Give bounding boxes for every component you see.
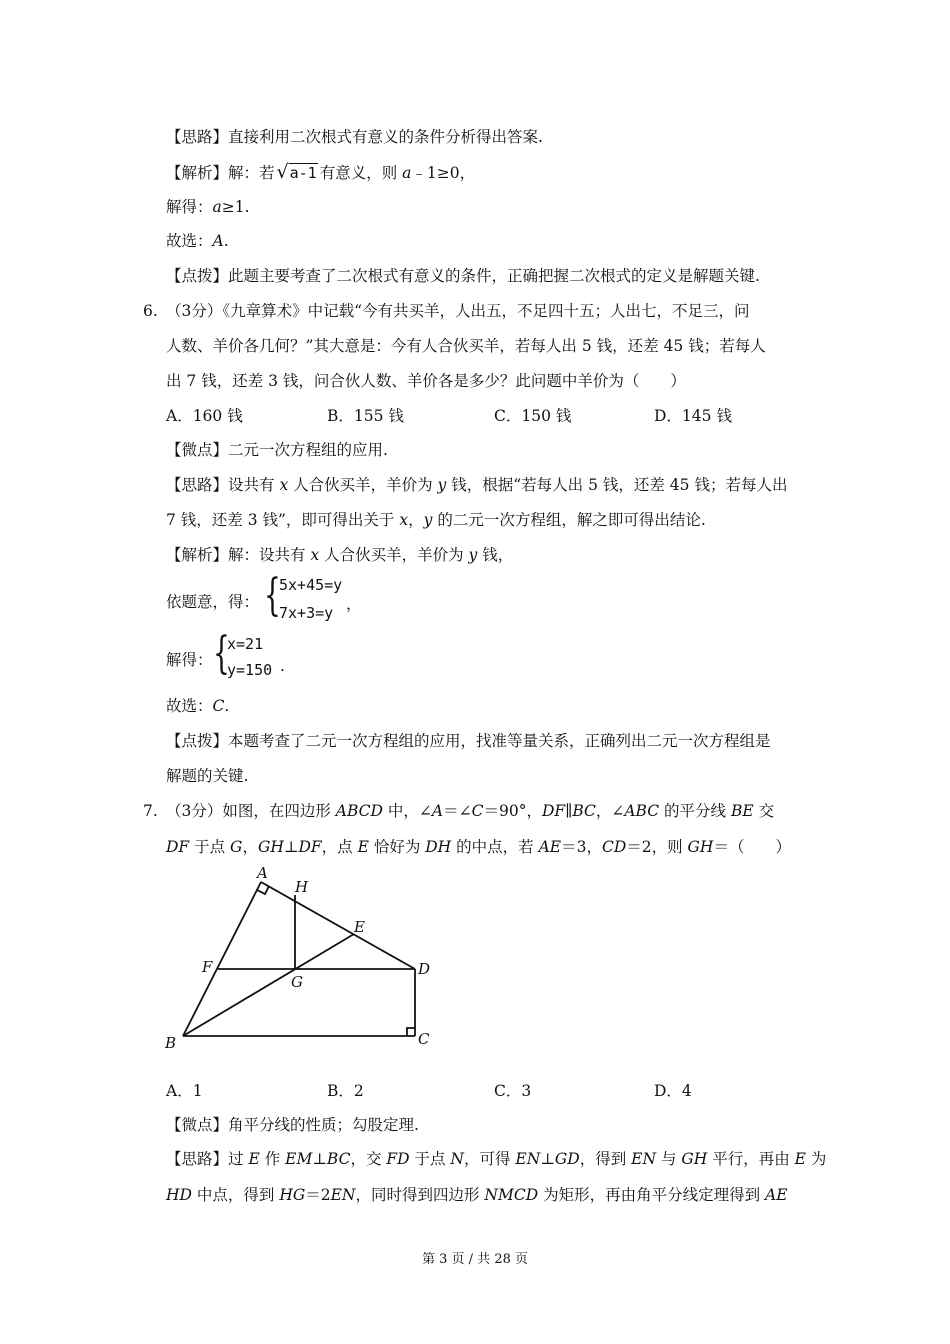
text-span: 的二元一次方程组，解之即可得出结论. [432,511,706,529]
text-span: 【解析】解：设共有 [166,546,311,564]
var-x: x [310,546,320,564]
guxuan-label: 故选： [166,232,213,250]
silu-line [166,475,787,495]
silu-line: 【思路】直接利用二次根式有意义的条件分析得出答案. [166,128,543,146]
option-d: D．145 钱 [654,407,732,425]
label-f: F [202,958,213,976]
text-span: 人合伙买羊，羊价为 [288,476,438,494]
answer-letter: A [212,232,224,250]
text-span: ⊥ [283,838,299,856]
math-span: BE [730,802,754,820]
math-span: ABC [624,802,660,820]
var-y: y [423,511,433,529]
math-span: EM [285,1150,313,1168]
option-d: D．4 [654,1082,692,1100]
answer-letter: C [212,697,225,715]
sqrt-expression [277,162,318,183]
question-number: 6. [143,302,158,320]
text-span: 为矩形，再由角平分线定理得到 [538,1186,766,1204]
math-span: A [431,802,444,820]
text-span: ＝90°， [483,802,542,820]
text-span: ⊥ [540,1150,555,1168]
left-brace: { [213,628,230,679]
math-span: EN [631,1150,657,1168]
math-span: GD [554,1150,580,1168]
math-span: DF [541,802,566,820]
text-span: （3分）如图，在四边形 [166,802,336,820]
guxuan-line [166,231,229,251]
sqrt-symbol: √ [276,161,289,183]
text-span: 恰好为 [368,838,426,856]
silu-line [166,510,706,530]
option-c: C．3 [494,1082,532,1100]
math-span: GH [257,838,284,856]
period: . [280,657,285,675]
text-span: 钱， [477,546,514,564]
equation-2: 7x+3=y [279,604,334,622]
label-e: E [354,918,365,936]
text-span: ＝2，则 [626,838,688,856]
math-span: N [450,1150,464,1168]
weidian-line: 【微点】角平分线的性质；勾股定理. [166,1116,419,1134]
option-b: B．155 钱 [327,407,404,425]
yitiyi-label: 依题意，得： [166,593,260,611]
jiexi-middle: 有意义，则 [319,164,403,182]
solution-2: y=150 [227,661,273,679]
page-footer: 第 3 页 / 共 28 页 [422,1252,528,1267]
text-span: ，点 [321,838,358,856]
question-number: 7. [143,802,158,820]
option-c: C．150 钱 [494,407,572,425]
math-span: E [248,1150,260,1168]
label-g: G [291,973,303,991]
math-span: DF [298,838,322,856]
jiexi-line [166,162,475,183]
text-span: 于点 [189,838,231,856]
geometry-figure [155,862,445,1057]
math-span: EN [515,1150,541,1168]
text-span: 钱，根据“若每人出 5 钱，还差 45 钱；若每人出 [446,476,788,494]
text-span: ，得到 [579,1150,632,1168]
sqrt-radicand: a-1 [289,164,317,182]
label-b: B [165,1034,177,1052]
text-span: 与 [656,1150,682,1168]
var-x: x [399,511,409,529]
text-span: 人合伙买羊，羊价为 [319,546,469,564]
jiede-label: 解得： [166,198,213,216]
guxuan-line [166,696,229,716]
var-a: a [402,164,412,182]
equation-1: 5x+45=y [279,576,343,594]
math-span: GH [687,838,714,856]
dianbo-line: 解题的关键. [166,767,249,785]
math-span: G [230,838,243,856]
text-span: 【思路】设共有 [166,476,280,494]
left-brace: { [264,570,281,621]
guxuan-label: 故选： [166,697,213,715]
text-span: 中，∠ [382,802,432,820]
label-h: H [295,878,309,896]
text-span: 于点 [409,1150,451,1168]
text-span: 的平分线 [659,802,731,820]
math-span: NMCD [484,1186,539,1204]
text-span: ∥ [565,802,573,820]
text-span: ，可得 [463,1150,516,1168]
text-span: ，∠ [595,802,625,820]
math-span: HG [279,1186,306,1204]
question-text-line: （3分）《九章算术》中记载“今有共买羊，人出五，不足四十五；人出七，不足三，问 [166,302,750,320]
text-span: ＝3， [561,838,602,856]
text-span: 平行，再由 [707,1150,795,1168]
text-span: 为 [805,1150,827,1168]
text-span: 【思路】过 [166,1150,249,1168]
text-span: ＝2 [305,1186,331,1204]
label-a: A [257,864,268,882]
text-span: ，同时得到四边形 [355,1186,485,1204]
math-span: DF [166,838,190,856]
math-span: C [471,802,484,820]
label-c: C [418,1030,430,1048]
math-span: AE [538,838,562,856]
option-b: B．2 [327,1082,364,1100]
period: . [223,232,229,250]
option-a: A．1 [166,1082,203,1100]
var-a: a [212,198,222,216]
question-text-line [166,801,774,821]
silu-line [166,1149,826,1169]
math-span: DH [425,838,452,856]
math-span: EN [330,1186,356,1204]
text-span: ⊥ [312,1150,327,1168]
text-span: ＝∠ [443,802,472,820]
text-span: 作 [259,1150,286,1168]
text-span: ，交 [350,1150,387,1168]
var-x: x [279,476,289,494]
dianbo-line: 【点拨】此题主要考查了二次根式有意义的条件，正确把握二次根式的定义是解题关键. [166,267,760,285]
question-text-line: 人数、羊价各几何？”其大意是：今有人合伙买羊，若每人出 5 钱，还差 45 钱；若每人 [166,337,766,355]
text-span: 中点，得到 [191,1186,280,1204]
math-span: E [357,838,369,856]
text-span: ， [242,838,258,856]
math-span: CD [601,838,627,856]
text-span: 交 [753,802,775,820]
silu-line [166,1185,788,1205]
text-span: ， [408,511,424,529]
math-span: BC [326,1150,351,1168]
math-span: HD [166,1186,192,1204]
jiexi-line [166,545,513,565]
math-span: GH [681,1150,708,1168]
math-span: BC [572,802,596,820]
equation-comma: ， [346,595,362,613]
math-span: AE [765,1186,788,1204]
weidian-line: 【微点】二元一次方程组的应用. [166,441,388,459]
text-span: ＝（ ） [713,838,791,856]
math-span: ABCD [335,802,383,820]
text-span: 7 钱，还差 3 钱”，即可得出关于 [166,511,400,529]
var-y: y [437,476,447,494]
period: . [224,697,230,715]
question-text-line: 出 7 钱，还差 3 钱，问合伙人数、羊价各是多少？此问题中羊价为（ ） [166,372,686,390]
jiede-label: 解得： [166,651,213,669]
solution-1: x=21 [227,635,264,653]
dianbo-line: 【点拨】本题考查了二元一次方程组的应用，找准等量关系，正确列出二元一次方程组是 [166,732,771,750]
var-y: y [468,546,478,564]
right-angle-mark-c [407,1028,415,1036]
segment-ad [261,882,415,969]
option-a: A．160 钱 [166,407,243,425]
jiede-result: ≥1. [221,198,250,216]
math-span: FD [386,1150,410,1168]
jiede-line [166,197,250,217]
math-span: E [794,1150,806,1168]
jiexi-prefix: 【解析】解：若 [166,164,275,182]
label-d: D [418,960,431,978]
jiexi-condition: ﹣1≥0， [411,164,476,182]
question-text-line [166,837,791,857]
text-span: 的中点，若 [451,838,539,856]
